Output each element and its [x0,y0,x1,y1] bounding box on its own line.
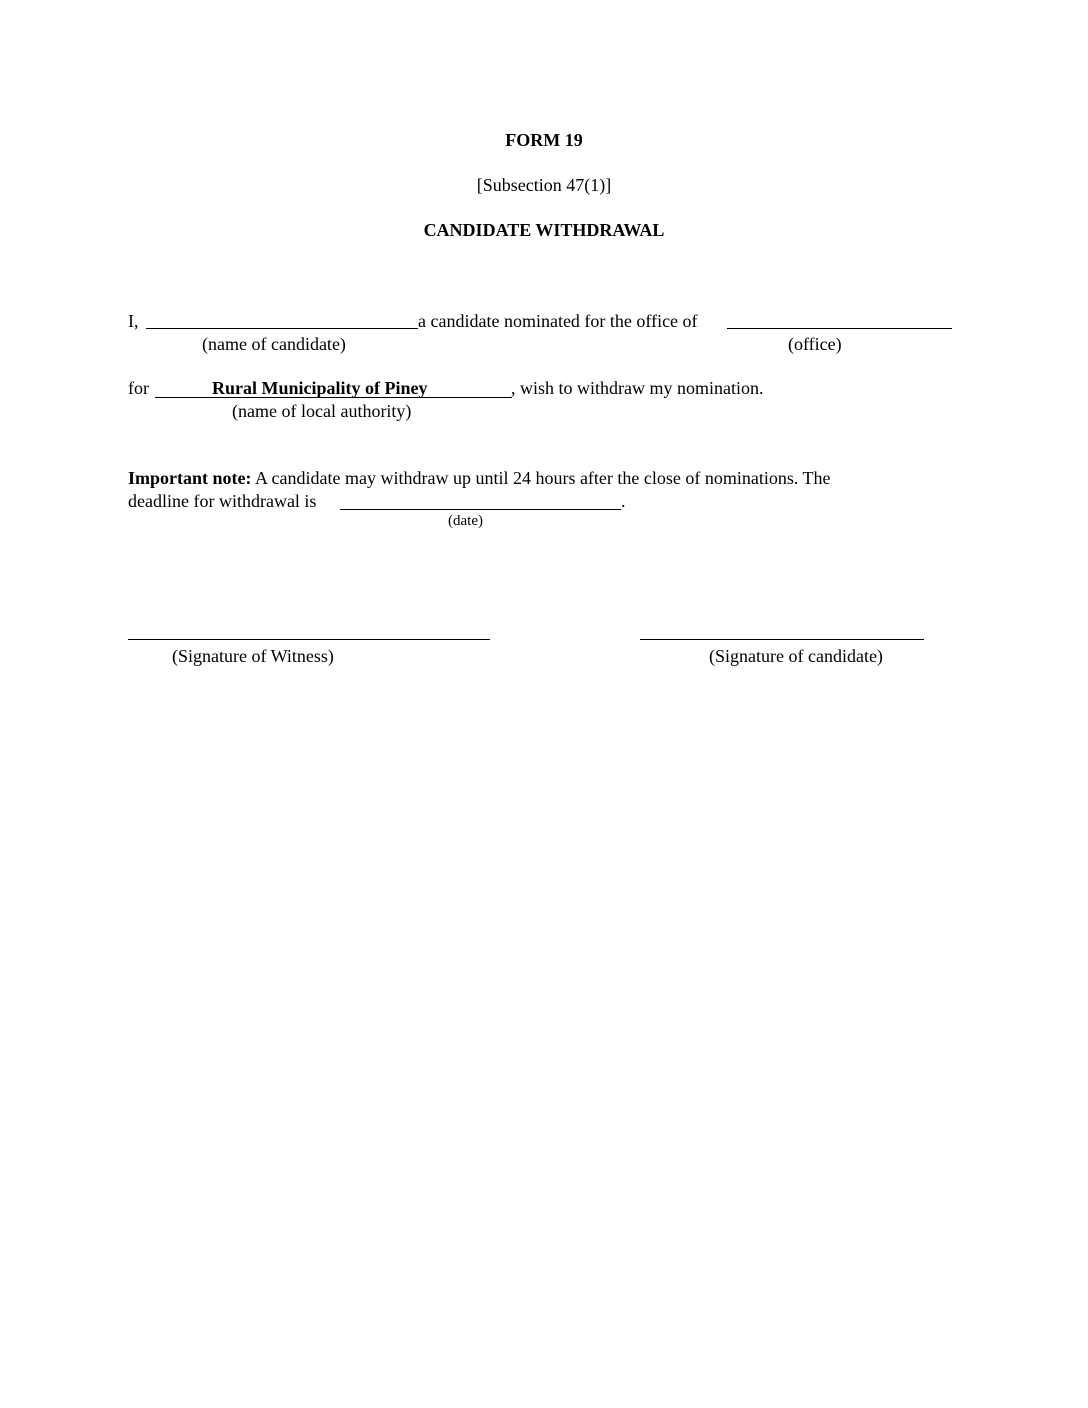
local-authority-value: Rural Municipality of Piney [212,378,428,398]
witness-signature-caption: (Signature of Witness) [172,646,334,666]
candidate-signature-line[interactable] [640,639,924,640]
candidate-name-caption: (name of candidate) [202,334,346,354]
candidate-name-field[interactable] [146,328,418,329]
date-caption: (date) [448,513,483,529]
line1-text: a candidate nominated for the office of [418,311,698,331]
witness-signature-line[interactable] [128,639,490,640]
deadline-text: deadline for withdrawal is [128,491,317,511]
important-note-text: A candidate may withdraw up until 24 hours after the close of nominations. The [251,468,831,488]
line2-suffix: , wish to withdraw my nomination. [511,378,764,398]
form-title: CANDIDATE WITHDRAWAL [423,220,665,240]
local-authority-caption: (name of local authority) [232,401,412,421]
important-note-line1 [128,469,831,487]
subsection-reference: [Subsection 47(1)] [476,175,612,195]
candidate-signature-caption: (Signature of candidate) [709,646,883,666]
form-number: FORM 19 [505,130,583,150]
deadline-period: . [621,491,626,511]
office-field[interactable] [727,328,952,329]
office-caption: (office) [788,334,842,354]
line1-prefix: I, [128,311,139,331]
deadline-date-field[interactable] [340,509,621,510]
important-note-label: Important note: [128,468,252,488]
line2-prefix: for [128,378,149,398]
